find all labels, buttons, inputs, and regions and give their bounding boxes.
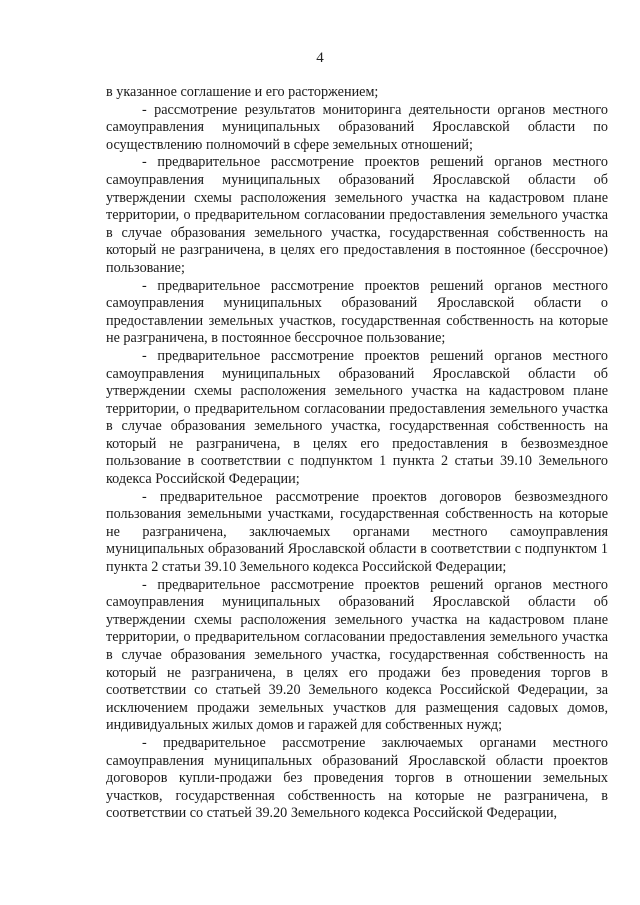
paragraph-permanent-use-scheme: - предварительное рассмотрение проектов решений органов местного самоуправления муниципальных образований Ярославской области об утверждении схемы расположения земельного участка на кадастровом плане территории, о предварительном согласовании предоставления земельного участка в случае образования земельного участка, государственная собственность на который не разграничена, в целях его предоставления в постоянное (бессрочное) пользование;	[106, 154, 608, 276]
document-body	[106, 84, 608, 823]
paragraph-free-use-contracts: - предварительное рассмотрение проектов договоров безвозмездного пользования земельными участками, государственная собственность на которые не разграничена, заключаемых органами местного самоуправления муниципальных образований Ярославской области в соответствии с подпунктом 1 пункта 2 статьи 39.10 Земельного кодекса Российской Федерации;	[106, 488, 608, 576]
page-number: 4	[316, 50, 324, 66]
paragraph-free-use-scheme: - предварительное рассмотрение проектов решений органов местного самоуправления муниципальных образований Ярославской области об утверждении схемы расположения земельного участка на кадастровом плане территории, о предварительном согласовании предоставления земельного участка в случае образования земельного участка, государственная собственность на который не разграничена, в целях его предоставления в безвозмездное пользование в соответствии с подпунктом 1 пункта 2 статьи 39.10 Земельного кодекса Российской Федерации;	[106, 347, 608, 488]
paragraph-sale-contracts: - предварительное рассмотрение заключаемых органами местного самоуправления муниципальных образований Ярославской области проектов договоров купли-продажи без проведения торгов в отношении земельных участков, государственная собственность на которые не разграничена, в соответствии со статьей 39.20 Земельного кодекса Российской Федерации,	[106, 734, 608, 822]
paragraph-continuation: в указанное соглашение и его расторжением;	[106, 84, 379, 100]
paragraph-sale-scheme: - предварительное рассмотрение проектов решений органов местного самоуправления муниципальных образований Ярославской области об утверждении схемы расположения земельного участка на кадастровом плане территории, о предварительном согласовании предоставления земельного участка в случае образования земельного участка, государственная собственность на который не разграничена, в целях его продажи без проведения торгов в соответствии со статьей 39.20 Земельного кодекса Российской Федерации, за исключением продажи земельных участков для размещения садовых домов, индивидуальных жилых домов и гаражей для собственных нужд;	[106, 576, 608, 734]
paragraph-permanent-use-grant: - предварительное рассмотрение проектов решений органов местного самоуправления муниципальных образований Ярославской области о предоставлении земельных участков, государственная собственность на которые не разграничена, в постоянное бессрочное пользование;	[106, 277, 608, 347]
paragraph-monitoring: - рассмотрение результатов мониторинга деятельности органов местного самоуправления муниципальных образований Ярославской области по осуществлению полномочий в сфере земельных отношений;	[106, 101, 608, 153]
